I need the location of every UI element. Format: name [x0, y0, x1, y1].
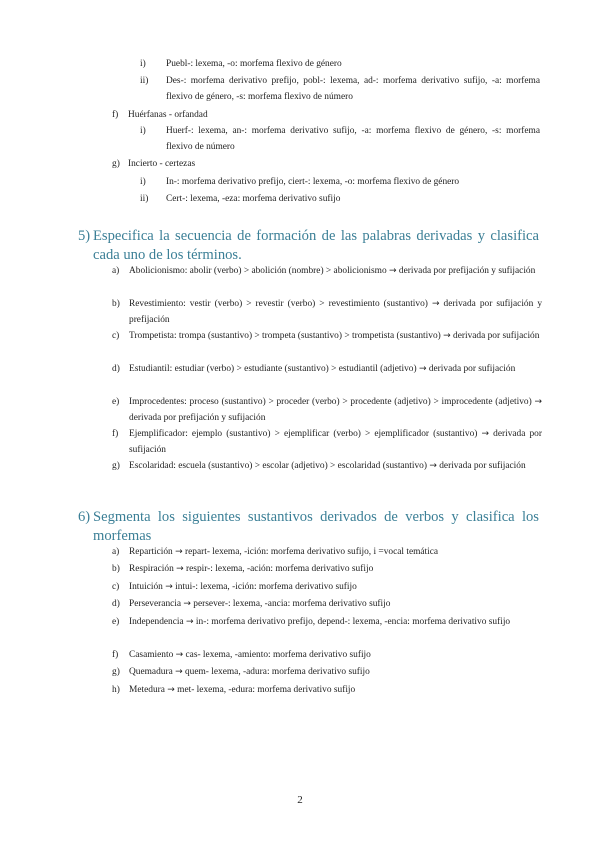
item-marker: g) — [112, 159, 120, 169]
item-classification: derivada por prefijación y sufijación — [129, 413, 266, 423]
item-text — [129, 682, 542, 698]
right-arrow-icon: → — [534, 397, 542, 407]
item-text: Cert-: lexema, -eza: morfema derivativo sufijo — [166, 194, 341, 204]
item-marker: g) — [112, 461, 120, 471]
item-marker: a) — [112, 547, 120, 557]
item-classification: derivada por sufijación y prefijación — [129, 299, 543, 325]
item-derivation: Perseverancia — [129, 599, 182, 609]
item-text — [129, 664, 542, 680]
right-arrow-icon: → — [167, 685, 175, 695]
item-text — [129, 544, 542, 560]
item-classification: cas- lexema, -amiento: morfema derivativo sufijo — [185, 650, 371, 660]
item-classification: persever-: lexema, -ancia: morfema derivativo sufijo — [193, 599, 391, 609]
right-arrow-icon: → — [431, 299, 440, 309]
item-marker: ii) — [140, 194, 149, 204]
right-arrow-icon: → — [165, 582, 173, 592]
section-title: Segmenta los siguientes sustantivos derivados de verbos y clasifica los morfemas — [93, 509, 539, 544]
item-classification: derivada por sufijación — [129, 429, 542, 455]
item-text — [129, 561, 542, 577]
right-arrow-icon: → — [175, 547, 183, 557]
item-marker: c) — [112, 582, 120, 592]
item-marker: a) — [112, 266, 120, 276]
item-text: Puebl-: lexema, -o: morfema flexivo de género — [166, 59, 342, 69]
item-marker: d) — [112, 599, 120, 609]
item-text — [129, 394, 542, 426]
item-derivation: Casamiento — [129, 650, 174, 660]
item-text — [129, 579, 542, 595]
item-text — [129, 328, 542, 344]
item-classification: in-: morfema derivativo prefijo, depend-: lexema, -encia: morfema derivativo sufijo — [195, 617, 511, 627]
item-classification: derivada por prefijación y sufijación — [398, 266, 536, 276]
item-marker: f) — [112, 429, 119, 439]
item-classification: intui-: lexema, -ición: morfema derivativo sufijo — [175, 582, 357, 592]
right-arrow-icon: → — [443, 331, 451, 341]
item-derivation: Escolaridad: escuela (sustantivo) > escolar (adjetivo) > escolaridad (sustantivo) — [129, 461, 427, 471]
item-marker: e) — [112, 397, 120, 407]
item-text — [129, 361, 542, 377]
item-derivation: Ejemplificador: ejemplo (sustantivo) > ejemplificar (verbo) > ejemplificador (sustantivo) — [129, 429, 478, 439]
item-classification: derivada por sufijación — [439, 461, 526, 471]
item-text — [129, 296, 542, 328]
item-marker: g) — [112, 667, 120, 677]
right-arrow-icon: → — [175, 650, 184, 660]
item-marker: i) — [140, 59, 146, 69]
item-marker: i) — [140, 177, 146, 187]
item-marker: f) — [112, 110, 119, 120]
item-derivation: Quemadura — [129, 667, 173, 677]
item-derivation: Estudiantil: estudiar (verbo) > estudiante (sustantivo) > estudiantil (adjetivo) — [129, 364, 417, 374]
right-arrow-icon: → — [389, 266, 397, 276]
item-text — [129, 263, 542, 279]
item-marker: e) — [112, 617, 120, 627]
page-number: 2 — [297, 794, 303, 806]
item-marker: b) — [112, 564, 120, 574]
item-marker: ii) — [140, 76, 149, 86]
item-derivation: Metedura — [129, 685, 165, 695]
item-marker: b) — [112, 299, 120, 309]
item-derivation: Respiración — [129, 564, 174, 574]
item-derivation: Revestimiento: vestir (verbo) > revestir (verbo) > revestimiento (sustantivo) — [129, 299, 428, 309]
item-derivation: Trompetista: trompa (sustantivo) > trompeta (sustantivo) > trompetista (sustantivo) — [129, 331, 441, 341]
item-classification: derivada por sufijación — [453, 331, 540, 341]
item-classification: met- lexema, -edura: morfema derivativo sufijo — [177, 685, 356, 695]
item-label: Huérfanas - orfandad — [128, 110, 208, 120]
right-arrow-icon: → — [176, 564, 184, 574]
item-marker: h) — [112, 685, 120, 695]
item-text: In-: morfema derivativo prefijo, ciert-: lexema, -o: morfema flexivo de género — [166, 177, 460, 187]
item-derivation: Repartición — [129, 547, 173, 557]
right-arrow-icon: → — [183, 599, 191, 609]
right-arrow-icon: → — [186, 617, 194, 627]
item-derivation: Improcedentes: proceso (sustantivo) > proceder (verbo) > procedente (adjetivo) > improcedente (adjetivo) — [129, 397, 532, 407]
item-classification: derivada por sufijación — [428, 364, 516, 374]
item-marker: i) — [140, 126, 146, 136]
item-text — [129, 458, 542, 474]
item-derivation: Abolicionismo: abolir (verbo) > abolición (nombre) > abolicionismo — [129, 266, 387, 276]
section-number: 5) — [78, 228, 91, 244]
section-number: 6) — [78, 509, 91, 525]
item-marker: d) — [112, 364, 120, 374]
item-text — [129, 647, 542, 663]
right-arrow-icon: → — [418, 364, 427, 374]
right-arrow-icon: → — [481, 429, 490, 439]
item-derivation: Intuición — [129, 582, 163, 592]
section-heading — [78, 227, 542, 267]
section-heading — [78, 508, 542, 548]
item-marker: c) — [112, 331, 120, 341]
item-text — [129, 614, 542, 630]
item-classification: repart- lexema, -ición: morfema derivativo sufijo, i =vocal temática — [184, 547, 439, 557]
item-marker: f) — [112, 650, 119, 660]
right-arrow-icon: → — [175, 667, 183, 677]
right-arrow-icon: → — [429, 461, 437, 471]
item-classification: quem- lexema, -adura: morfema derivativo sufijo — [184, 667, 370, 677]
item-derivation: Independencia — [129, 617, 184, 627]
section-title: Especifica la secuencia de formación de las palabras derivadas y clasifica cada uno de los términos. — [93, 228, 539, 263]
item-text: Des-: morfema derivativo prefijo, pobl-: lexema, ad-: morfema derivativo sufijo, -a: morfema flexivo de género, -s: morfema flexivo de número — [166, 76, 540, 102]
item-text: Huerf-: lexema, an-: morfema derivativo sufijo, -a: morfema flexivo de género, -s: morfema flexivo de número — [166, 126, 540, 152]
item-text — [129, 596, 542, 612]
item-label: Incierto - certezas — [128, 159, 196, 169]
item-text — [129, 426, 542, 458]
item-classification: respir-: lexema, -ación: morfema derivativo sufijo — [186, 564, 374, 574]
